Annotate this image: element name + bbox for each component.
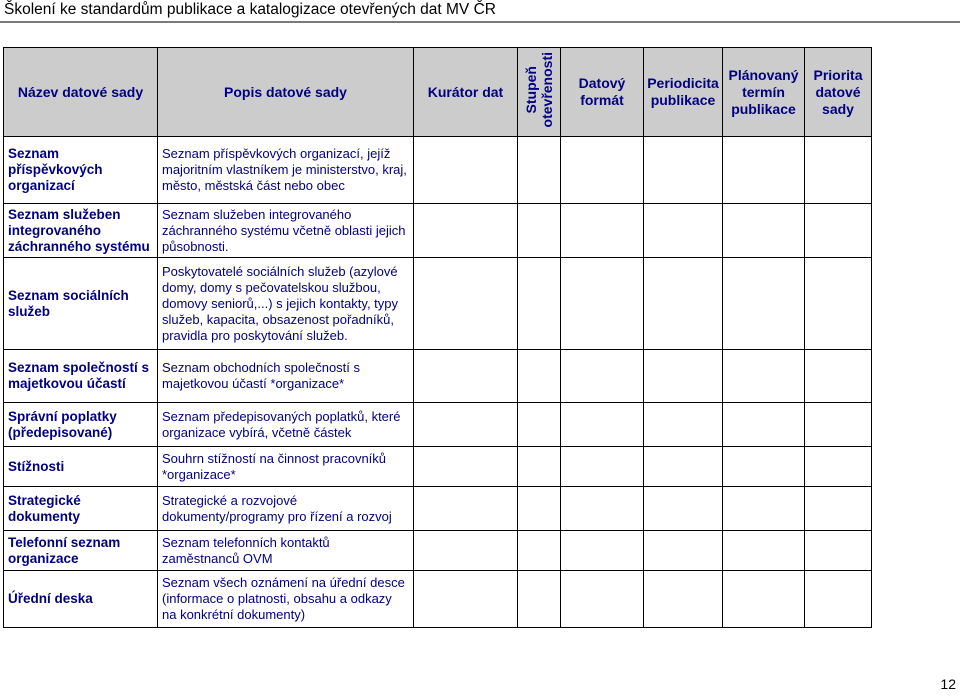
priority-cell (805, 350, 872, 403)
planned-term-cell (723, 487, 805, 531)
format-cell (561, 403, 644, 447)
header-data-curator: Kurátor dat (414, 48, 518, 137)
table-row (4, 204, 872, 258)
openness-cell (518, 350, 561, 403)
curator-cell (414, 350, 518, 403)
format-cell (561, 487, 644, 531)
periodicity-cell (644, 447, 723, 487)
priority-cell (805, 137, 872, 204)
planned-term-cell (723, 403, 805, 447)
periodicity-cell (644, 531, 723, 571)
dataset-description-cell: Strategické a rozvojové dokumenty/programy pro řízení a rozvoj (158, 487, 414, 531)
title-divider (0, 21, 960, 23)
priority-cell (805, 258, 872, 350)
dataset-description-cell: Souhrn stížností na činnost pracovníků *organizace* (158, 447, 414, 487)
planned-term-cell (723, 137, 805, 204)
priority-cell (805, 571, 872, 628)
table-row (4, 350, 872, 403)
openness-cell (518, 531, 561, 571)
curator-cell (414, 204, 518, 258)
openness-cell (518, 258, 561, 350)
periodicity-cell (644, 204, 723, 258)
dataset-description-cell: Seznam předepisovaných poplatků, které organizace vybírá, včetně částek (158, 403, 414, 447)
curator-cell (414, 258, 518, 350)
curator-cell (414, 487, 518, 531)
openness-cell (518, 204, 561, 258)
header-openness-line1: Stupeň (523, 66, 539, 114)
table-row (4, 137, 872, 204)
dataset-name-cell: Seznam příspěvkových organizací (4, 137, 158, 204)
curator-cell (414, 571, 518, 628)
dataset-description-cell: Seznam příspěvkových organizací, jejíž majoritním vlastníkem je ministerstvo, kraj, město, městská část nebo obec (158, 137, 414, 204)
curator-cell (414, 403, 518, 447)
header-data-format: Datový formát (561, 48, 644, 137)
table-row (4, 487, 872, 531)
header-openness-line2: otevřenosti (539, 52, 555, 128)
dataset-name-cell: Správní poplatky (předepisované) (4, 403, 158, 447)
header-dataset-description: Popis datové sady (158, 48, 414, 137)
table-row (4, 531, 872, 571)
planned-term-cell (723, 571, 805, 628)
dataset-name-cell: Seznam služeben integrovaného záchranného systému (4, 204, 158, 258)
periodicity-cell (644, 487, 723, 531)
dataset-description-cell: Seznam všech oznámení na úřední desce (informace o platnosti, obsahu a odkazy na konkrétní dokumenty) (158, 571, 414, 628)
openness-cell (518, 447, 561, 487)
table-row (4, 571, 872, 628)
curator-cell (414, 137, 518, 204)
planned-term-cell (723, 531, 805, 571)
openness-cell (518, 571, 561, 628)
format-cell (561, 350, 644, 403)
dataset-name-cell: Telefonní seznam organizace (4, 531, 158, 571)
curator-cell (414, 447, 518, 487)
header-openness-level (518, 48, 561, 137)
priority-cell (805, 403, 872, 447)
dataset-description-cell: Seznam obchodních společností s majetkovou účastí *organizace* (158, 350, 414, 403)
format-cell (561, 447, 644, 487)
periodicity-cell (644, 571, 723, 628)
format-cell (561, 137, 644, 204)
dataset-name-cell: Seznam společností s majetkovou účastí (4, 350, 158, 403)
dataset-description-cell: Seznam služeben integrovaného záchranného systému včetně oblasti jejich působnosti. (158, 204, 414, 258)
planned-term-cell (723, 258, 805, 350)
dataset-name-cell: Stížnosti (4, 447, 158, 487)
table-row (4, 447, 872, 487)
header-dataset-name: Název datové sady (4, 48, 158, 137)
dataset-name-cell: Úřední deska (4, 571, 158, 628)
planned-term-cell (723, 447, 805, 487)
dataset-name-cell: Strategické dokumenty (4, 487, 158, 531)
openness-cell (518, 403, 561, 447)
format-cell (561, 204, 644, 258)
priority-cell (805, 447, 872, 487)
table-row (4, 403, 872, 447)
dataset-description-cell: Seznam telefonních kontaktů zaměstnanců OVM (158, 531, 414, 571)
curator-cell (414, 531, 518, 571)
page-number: 12 (940, 676, 956, 692)
format-cell (561, 571, 644, 628)
header-periodicity: Periodicita publikace (644, 48, 723, 137)
header-priority: Priorita datové sady (805, 48, 872, 137)
page-title: Školení ke standardům publikace a katalogizace otevřených dat MV ČR (4, 1, 496, 18)
table-row (4, 258, 872, 350)
dataset-catalog-table (3, 47, 872, 628)
dataset-description-cell: Poskytovatelé sociálních služeb (azylové domy, domy s pečovatelskou službou, domovy seniorů,...) s jejich kontakty, typy služeb, kapacita, obsazenost pořadníků, pravidla pro poskytování služeb. (158, 258, 414, 350)
periodicity-cell (644, 137, 723, 204)
format-cell (561, 531, 644, 571)
periodicity-cell (644, 403, 723, 447)
openness-cell (518, 137, 561, 204)
periodicity-cell (644, 258, 723, 350)
table-header-row (4, 48, 872, 137)
priority-cell (805, 204, 872, 258)
planned-term-cell (723, 204, 805, 258)
periodicity-cell (644, 350, 723, 403)
priority-cell (805, 531, 872, 571)
dataset-name-cell: Seznam sociálních služeb (4, 258, 158, 350)
header-planned-term: Plánovaný termín publikace (723, 48, 805, 137)
openness-cell (518, 487, 561, 531)
priority-cell (805, 487, 872, 531)
planned-term-cell (723, 350, 805, 403)
format-cell (561, 258, 644, 350)
